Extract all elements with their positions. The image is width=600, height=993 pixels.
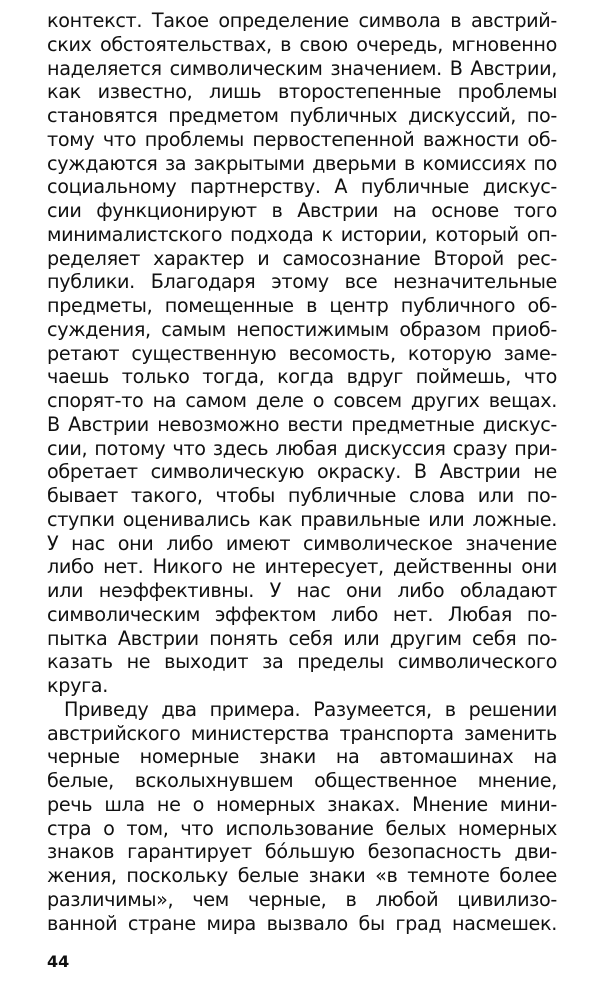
text-line: минималистского подхода к истории, который оп- — [47, 222, 557, 246]
text-line: речь шла не о номерных знаках. Мнение мини- — [47, 792, 557, 816]
text-line: черные номерные знаки на автомашинах на — [47, 745, 557, 769]
paragraph-2 — [47, 698, 557, 936]
text-line: чаешь только тогда, когда вдруг поймешь, что — [47, 365, 557, 389]
text-line: сии, потому что здесь любая дискуссия сразу при- — [47, 436, 557, 460]
text-line: Приведу два примера. Разумеется, в решении — [64, 697, 557, 721]
text-line: обретает символическую окраску. В Австрии не — [47, 460, 557, 484]
text-line: суждения, самым непостижимым образом приоб- — [47, 317, 557, 341]
text-line: различимы», чем черные, в любой цивилизо- — [47, 887, 557, 911]
text-line: или неэффективны. У нас они либо обладают — [47, 579, 557, 602]
text-line: как известно, лишь второстепенные проблемы — [47, 80, 557, 104]
text-line: тому что проблемы первостепенной важности об- — [47, 127, 557, 151]
text-line: наделяется символическим значением. В Австрии, — [47, 56, 557, 80]
paragraph-1 — [47, 9, 557, 698]
text-line: У нас они либо имеют символическое значение — [47, 531, 557, 555]
text-line: жения, поскольку белые знаки «в темноте более — [47, 864, 557, 887]
text-line: либо нет. Никого не интересует, действенны они — [47, 555, 557, 579]
text-line: австрийского министерства транспорта заменить — [47, 721, 557, 745]
text-line: пытка Австрии понять себя или другим себя по- — [47, 626, 557, 650]
text-line: ретают существенную весомость, которую заме- — [47, 341, 557, 365]
text-line: предметы, помещенные в центр публичного об- — [47, 294, 557, 317]
text-line: бывает такого, чтобы публичные слова или по- — [47, 484, 557, 507]
text-line: символическим эффектом либо нет. Любая по- — [47, 602, 557, 626]
text-line: круга. — [47, 674, 108, 697]
text-line: ских обстоятельствах, в свою очередь, мгновенно — [47, 32, 557, 56]
text-line: спорят-то на самом деле о совсем других вещах. — [47, 389, 557, 412]
text-line: суждаются за закрытыми дверьми в комиссиях по — [47, 151, 557, 175]
text-line: сии функционируют в Австрии на основе того — [47, 199, 557, 222]
text-line: казать не выходит за пределы символического — [47, 650, 557, 674]
text-line: социальному партнерству. А публичные дискус- — [47, 175, 557, 199]
text-line: стра о том, что использование белых номерных — [47, 816, 557, 840]
text-line: знаков гарантирует бóльшую безопасность дви- — [47, 840, 557, 864]
text-line: публики. Благодаря этому все незначительные — [47, 270, 557, 294]
page-number: 44 — [47, 952, 70, 971]
text-line: ступки оценивались как правильные или ложные. — [47, 507, 557, 531]
text-line: становятся предметом публичных дискуссий, по- — [47, 104, 557, 127]
text-line: ванной стране мира вызвало бы град насмешек. — [47, 911, 557, 935]
text-line: В Австрии невозможно вести предметные дискус- — [47, 412, 557, 436]
text-line: контекст. Такое определение символа в австрий- — [47, 9, 557, 32]
text-line: ределяет характер и самосознание Второй рес- — [47, 246, 557, 270]
text-line: белые, всколыхнувшем общественное мнение, — [47, 769, 557, 792]
book-page-text — [47, 9, 557, 935]
